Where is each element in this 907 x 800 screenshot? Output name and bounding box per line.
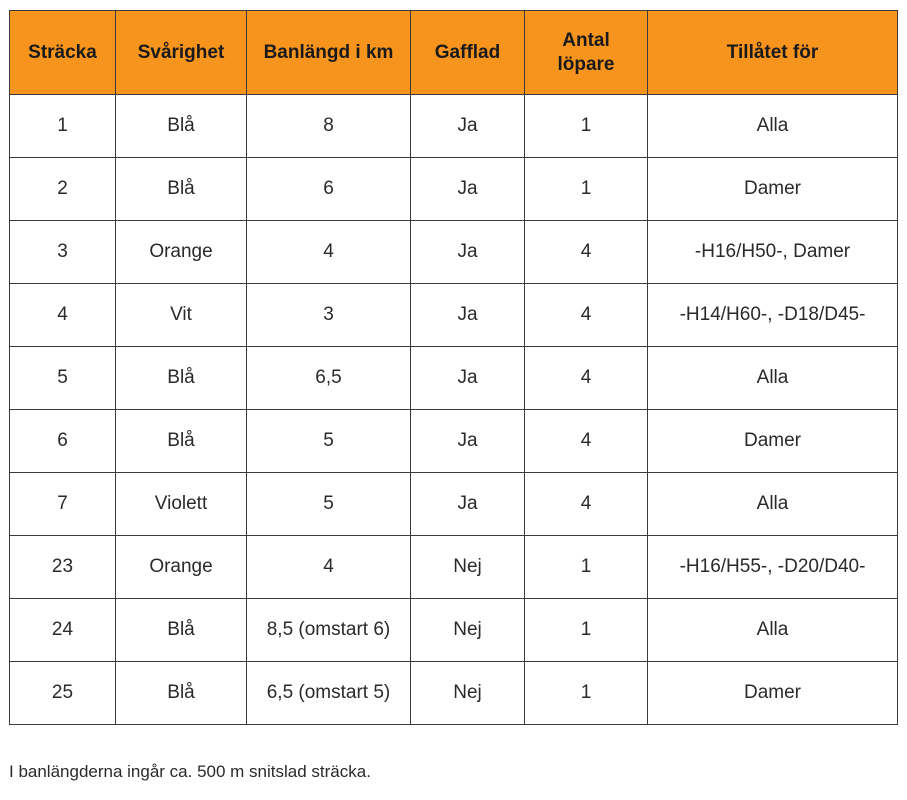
cell-antal-lopare: 4: [525, 284, 648, 347]
header-gafflad: Gafflad: [411, 11, 525, 95]
cell-gafflad: Ja: [411, 284, 525, 347]
cell-gafflad: Ja: [411, 221, 525, 284]
cell-stracka: 3: [10, 221, 116, 284]
cell-svarighet: Vit: [116, 284, 247, 347]
cell-tillatet-for: Alla: [648, 95, 898, 158]
cell-banlangd: 3: [247, 284, 411, 347]
table-row: [10, 662, 898, 725]
cell-tillatet-for: Damer: [648, 410, 898, 473]
cell-gafflad: Ja: [411, 158, 525, 221]
cell-antal-lopare: 4: [525, 221, 648, 284]
table-row: [10, 473, 898, 536]
table-row: [10, 158, 898, 221]
cell-banlangd: 4: [247, 536, 411, 599]
cell-antal-lopare: 1: [525, 599, 648, 662]
cell-svarighet: Orange: [116, 221, 247, 284]
footnote: I banlängderna ingår ca. 500 m snitslad sträcka.: [9, 762, 371, 781]
cell-svarighet: Blå: [116, 347, 247, 410]
cell-antal-lopare: 4: [525, 347, 648, 410]
relay-table: [9, 10, 898, 725]
header-row: [10, 11, 898, 95]
cell-antal-lopare: 4: [525, 410, 648, 473]
cell-banlangd: 6,5 (omstart 5): [247, 662, 411, 725]
table-row: [10, 347, 898, 410]
cell-gafflad: Ja: [411, 347, 525, 410]
table-row: [10, 95, 898, 158]
table-row: [10, 410, 898, 473]
cell-stracka: 24: [10, 599, 116, 662]
cell-stracka: 25: [10, 662, 116, 725]
header-stracka: Sträcka: [10, 11, 116, 95]
cell-gafflad: Nej: [411, 536, 525, 599]
cell-gafflad: Ja: [411, 473, 525, 536]
header-antal-lopare: Antal löpare: [525, 11, 648, 95]
cell-tillatet-for: Alla: [648, 347, 898, 410]
cell-tillatet-for: Damer: [648, 662, 898, 725]
table-row: [10, 284, 898, 347]
cell-tillatet-for: -H16/H50-, Damer: [648, 221, 898, 284]
table-row: [10, 221, 898, 284]
cell-svarighet: Blå: [116, 599, 247, 662]
cell-tillatet-for: -H16/H55-, -D20/D40-: [648, 536, 898, 599]
cell-stracka: 4: [10, 284, 116, 347]
cell-stracka: 1: [10, 95, 116, 158]
cell-svarighet: Blå: [116, 158, 247, 221]
header-banlangd: Banlängd i km: [247, 11, 411, 95]
cell-gafflad: Nej: [411, 662, 525, 725]
table-row: [10, 536, 898, 599]
cell-stracka: 7: [10, 473, 116, 536]
cell-svarighet: Blå: [116, 662, 247, 725]
cell-antal-lopare: 1: [525, 662, 648, 725]
cell-svarighet: Violett: [116, 473, 247, 536]
cell-banlangd: 4: [247, 221, 411, 284]
cell-antal-lopare: 1: [525, 158, 648, 221]
cell-tillatet-for: Alla: [648, 473, 898, 536]
cell-gafflad: Ja: [411, 95, 525, 158]
cell-antal-lopare: 1: [525, 95, 648, 158]
cell-tillatet-for: Alla: [648, 599, 898, 662]
cell-banlangd: 6: [247, 158, 411, 221]
cell-stracka: 6: [10, 410, 116, 473]
cell-stracka: 5: [10, 347, 116, 410]
cell-banlangd: 8,5 (omstart 6): [247, 599, 411, 662]
cell-stracka: 23: [10, 536, 116, 599]
cell-tillatet-for: Damer: [648, 158, 898, 221]
header-tillatet-for: Tillåtet för: [648, 11, 898, 95]
header-svarighet: Svårighet: [116, 11, 247, 95]
cell-antal-lopare: 1: [525, 536, 648, 599]
cell-svarighet: Orange: [116, 536, 247, 599]
cell-stracka: 2: [10, 158, 116, 221]
table-row: [10, 599, 898, 662]
cell-banlangd: 8: [247, 95, 411, 158]
cell-gafflad: Nej: [411, 599, 525, 662]
cell-banlangd: 5: [247, 473, 411, 536]
cell-banlangd: 5: [247, 410, 411, 473]
cell-banlangd: 6,5: [247, 347, 411, 410]
cell-antal-lopare: 4: [525, 473, 648, 536]
cell-svarighet: Blå: [116, 95, 247, 158]
cell-gafflad: Ja: [411, 410, 525, 473]
cell-svarighet: Blå: [116, 410, 247, 473]
cell-tillatet-for: -H14/H60-, -D18/D45-: [648, 284, 898, 347]
